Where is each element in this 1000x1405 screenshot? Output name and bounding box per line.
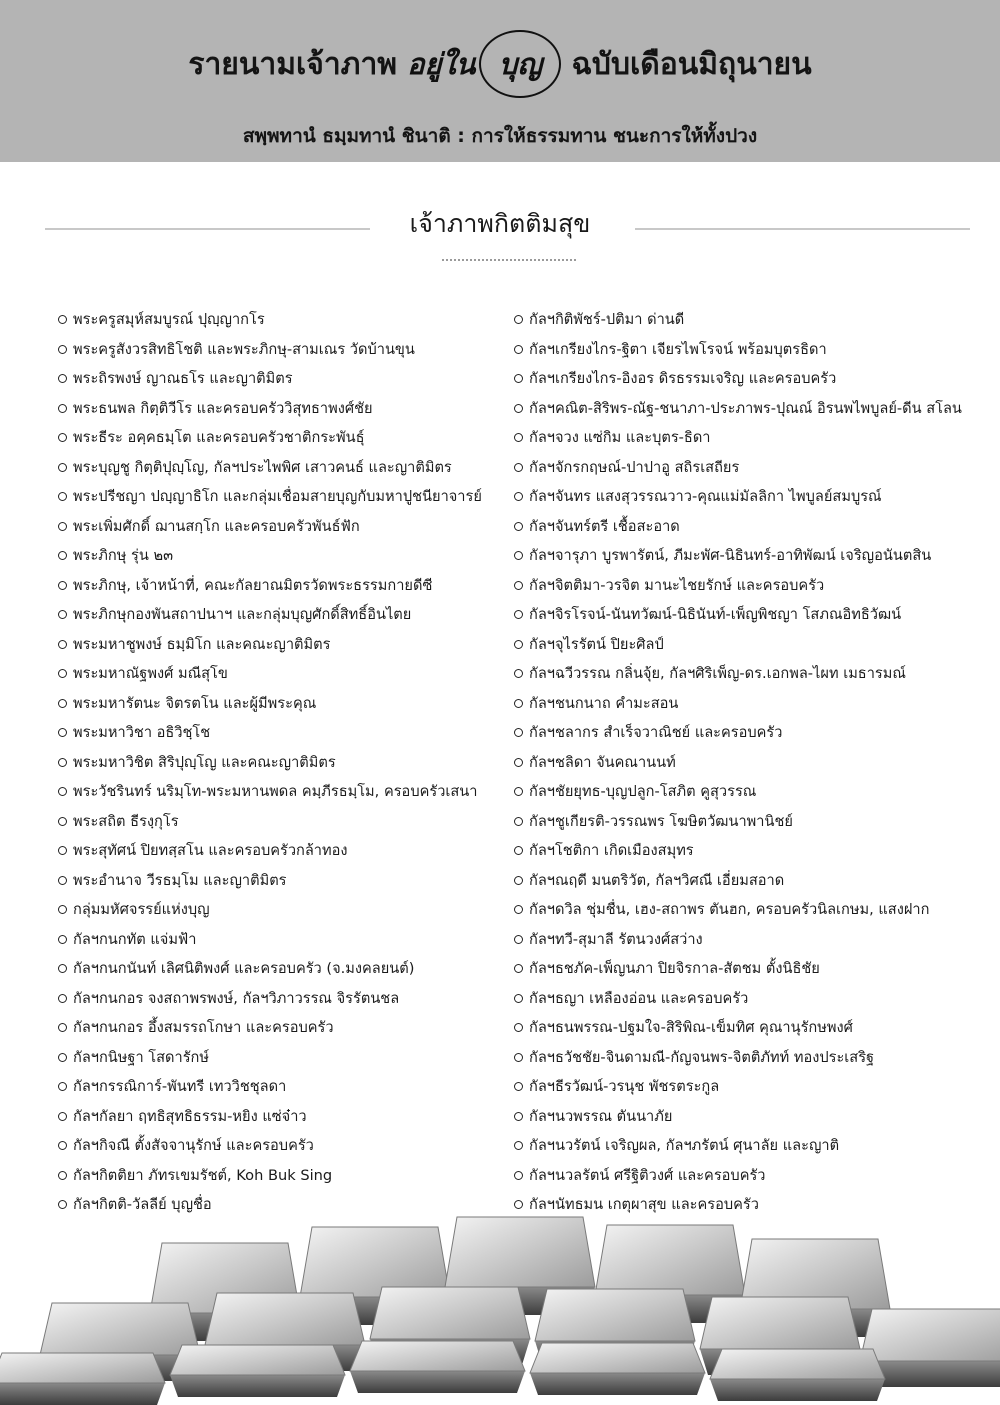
circle-bullet-icon — [514, 551, 523, 560]
circle-bullet-icon — [514, 640, 523, 649]
donor-name: กัลฯจิรโรจน์-นันทวัฒน์-นิธินันท์-เพ็ญพิชญา โสภณอิทธิวัฒน์ — [529, 606, 902, 623]
circle-bullet-icon — [58, 669, 67, 678]
donor-name: พระวัชรินทร์ นริมฺโท-พระมหานพดล คมฺภีรธมฺโม, ครอบครัวเสนา — [73, 783, 478, 800]
logo-ring — [479, 30, 561, 98]
circle-bullet-icon — [514, 787, 523, 796]
donor-list-item — [58, 1072, 508, 1102]
silver-bar — [710, 1349, 885, 1401]
circle-bullet-icon — [514, 374, 523, 383]
circle-bullet-icon — [514, 404, 523, 413]
circle-bullet-icon — [58, 905, 67, 914]
circle-bullet-icon — [58, 846, 67, 855]
donor-list-item — [514, 482, 984, 512]
circle-bullet-icon — [514, 1053, 523, 1062]
donor-name: กัลฯกัลยา ฤทธิสุทธิธรรม-หยิง แซ่จ๋าว — [73, 1107, 307, 1125]
donor-name: กัลฯคณิต-สิริพร-ณัฐ-ชนาภา-ประภาพร-ปุณณ์ อิรนพไพบูลย์-ดีน สโลน — [529, 399, 962, 417]
donor-name: กัลฯชลากร สำเร็จวาณิชย์ และครอบครัว — [529, 724, 783, 741]
donor-list-item — [514, 659, 984, 689]
donor-name: กัลฯชนกนาถ คำมะสอน — [529, 694, 679, 712]
donor-name: กัลฯจวง แซ่กิม และบุตร-ธิดา — [529, 429, 711, 446]
circle-bullet-icon — [514, 1171, 523, 1180]
donor-list-item — [514, 541, 984, 571]
circle-bullet-icon — [514, 964, 523, 973]
donor-name: พระบุญชู กิตฺติปุญฺโญ, กัลฯประไพพิศ เสาวคนธ์ และญาติมิตร — [73, 458, 452, 476]
donor-name: กัลฯเกรียงไกร-อิงอร ดิรธรรมเจริญ และครอบครัว — [529, 370, 837, 387]
donor-name: พระครูสมุห์สมบูรณ์ ปุญฺญากโร — [73, 311, 265, 328]
donor-name: กัลฯจันทร์ตรี เชื้อสะอาด — [529, 517, 680, 535]
donor-list-item — [58, 394, 508, 424]
donor-list-item — [58, 600, 508, 630]
donor-list-item — [58, 423, 508, 453]
donor-list-item — [514, 1161, 984, 1191]
donor-list-item — [58, 630, 508, 660]
silver-bar — [170, 1345, 345, 1397]
donor-name: กัลฯฉวีวรรณ กลิ่นจุ้ย, กัลฯศิริเพ็ญ-ดร.เอกพล-ไผท เมธารมณ์ — [529, 665, 906, 682]
donor-list-item — [514, 1102, 984, 1132]
circle-bullet-icon — [58, 433, 67, 442]
circle-bullet-icon — [58, 463, 67, 472]
donor-name: พระสถิต ธีรงฺกุโร — [73, 812, 179, 830]
donor-list-item — [514, 305, 984, 335]
donor-list-item — [58, 777, 508, 807]
donor-list-item — [58, 689, 508, 719]
circle-bullet-icon — [514, 699, 523, 708]
circle-bullet-icon — [514, 817, 523, 826]
donor-list-item — [58, 925, 508, 955]
donor-name: กัลฯจารุภา บูรพารัตน์, ภีมะพัศ-นิธินทร์-อาทิพัฒน์ เจริญอนันตสิน — [529, 547, 932, 564]
circle-bullet-icon — [514, 315, 523, 324]
left-name-list — [58, 305, 508, 1220]
donor-name: พระถิรพงษ์ ญาณธโร และญาติมิตร — [73, 370, 293, 387]
donor-list-item — [58, 1043, 508, 1073]
circle-bullet-icon — [58, 581, 67, 590]
circle-bullet-icon — [514, 846, 523, 855]
circle-bullet-icon — [514, 994, 523, 1003]
donor-list-item — [514, 1013, 984, 1043]
donor-name: กัลฯดวิล ชุ่มชื่น, เฮง-สถาพร ตันฮก, ครอบครัวนิลเกษม, แสงฝาก — [529, 901, 930, 918]
donor-list-item — [514, 1072, 984, 1102]
donor-name: กัลฯชูเกียรติ-วรรณพร โฆษิตวัฒนาพานิชย์ — [529, 812, 793, 830]
dotted-divider — [442, 259, 576, 261]
circle-bullet-icon — [514, 463, 523, 472]
section-title: เจ้าภาพกิตติมสุข — [409, 209, 591, 238]
circle-bullet-icon — [58, 640, 67, 649]
donor-name: กัลฯนวลรัตน์ ศรีฐิติวงศ์ และครอบครัว — [529, 1166, 766, 1184]
circle-bullet-icon — [514, 935, 523, 944]
donor-list-item — [514, 453, 984, 483]
donor-list-item — [514, 571, 984, 601]
donor-name: พระเพิ่มศักดิ์ ฌานสกฺโก และครอบครัวพันธ์ฟัก — [73, 517, 360, 535]
donor-list-item — [514, 748, 984, 778]
donor-name: กัลฯจุไรรัตน์ ปิยะศิลป์ — [529, 635, 664, 653]
circle-bullet-icon — [58, 1053, 67, 1062]
donor-list-item — [514, 394, 984, 424]
circle-bullet-icon — [514, 905, 523, 914]
donor-list-item — [58, 984, 508, 1014]
donor-list-item — [514, 423, 984, 453]
donor-name: กัลฯกิติพัชร์-ปติมา ด่านดี — [529, 311, 685, 328]
donor-name: กัลฯกนกทัต แจ่มฟ้า — [73, 930, 197, 948]
donor-list-item — [58, 364, 508, 394]
donor-list-item — [514, 1043, 984, 1073]
circle-bullet-icon — [58, 876, 67, 885]
donor-name: กัลฯนวรัตน์ เจริญผล, กัลฯภรัตน์ ศุนาลัย และญาติ — [529, 1137, 840, 1154]
donor-list-item — [514, 335, 984, 365]
logo-text-2: บุญ — [498, 47, 543, 81]
circle-bullet-icon — [58, 817, 67, 826]
donor-list-item — [58, 866, 508, 896]
donor-list-item — [514, 718, 984, 748]
donor-list-item — [514, 689, 984, 719]
donor-list-item — [514, 1131, 984, 1161]
circle-bullet-icon — [58, 551, 67, 560]
donor-list-item — [58, 807, 508, 837]
circle-bullet-icon — [514, 581, 523, 590]
title-right: ฉบับเดือนมิถุนายน — [571, 46, 812, 82]
donor-name: พระครูสังวรสิทธิโชติ และพระภิกษุ-สามเณร วัดบ้านขุน — [73, 340, 415, 358]
donor-name: พระมหาวิชิต สิริปุญฺโญ และคณะญาติมิตร — [73, 753, 336, 771]
donor-name: กัลฯจักรกฤษณ์-ปาปาอู สถิรเสถียร — [529, 458, 740, 476]
donor-name: กัลฯธญา เหลืองอ่อน และครอบครัว — [529, 989, 749, 1007]
donor-name: กัลฯนัทธมน เกตุผาสุข และครอบครัว — [529, 1196, 759, 1213]
donor-list-item — [514, 777, 984, 807]
silver-bar — [530, 1343, 705, 1395]
donor-name: กัลฯธชภัค-เพ็ญนภา ปิยจิรกาล-สัตชม ตั้งนิธิชัย — [529, 960, 820, 977]
donor-name: กัลฯกรรณิการ์-พันทรี เทววิชชุลดา — [73, 1078, 287, 1095]
donor-name: พระปรีชญา ปญฺญาธิโก และกลุ่มเชื่อมสายบุญกับมหาปูชนียาจารย์ — [73, 488, 482, 505]
donor-name: พระสุทัศน์ ปิยทสฺสโน และครอบครัวกล้าทอง — [73, 842, 348, 859]
donor-list-item — [514, 364, 984, 394]
silver-bar — [0, 1353, 165, 1405]
donor-name: กลุ่มมหัศจรรย์แห่งบุญ — [73, 901, 210, 918]
donor-name: กัลฯกนิษฐา โสดารักษ์ — [73, 1048, 210, 1066]
circle-bullet-icon — [58, 758, 67, 767]
donor-list-item — [58, 571, 508, 601]
donor-list-item — [58, 453, 508, 483]
circle-bullet-icon — [514, 610, 523, 619]
circle-bullet-icon — [58, 315, 67, 324]
donor-name: กัลฯชัยยุทธ-บุญปลูก-โสภิต คูสุวรรณ — [529, 783, 757, 800]
magazine-logo — [407, 30, 561, 98]
title-row — [0, 26, 1000, 102]
donor-name: กัลฯโชติกา เกิดเมืองสมุทร — [529, 842, 694, 859]
donor-name: กัลฯเกรียงไกร-ฐิตา เจียรไพโรจน์ พร้อมบุตรธิดา — [529, 340, 827, 358]
circle-bullet-icon — [58, 492, 67, 501]
donor-name: กัลฯกนกอร อึ้งสมรรถโกษา และครอบครัว — [73, 1019, 334, 1036]
donor-list-item — [514, 925, 984, 955]
right-name-list — [514, 305, 984, 1220]
donor-list-item — [514, 512, 984, 542]
circle-bullet-icon — [58, 994, 67, 1003]
circle-bullet-icon — [58, 1171, 67, 1180]
donor-name: กัลฯจิตติมา-วรจิต มานะไชยรักษ์ และครอบครัว — [529, 576, 825, 594]
donor-name: กัลฯกิจณี ตั้งสัจจานุรักษ์ และครอบครัว — [73, 1137, 314, 1154]
donor-name: กัลฯกิตติ-วัลลีย์ บุญชื่อ — [73, 1196, 212, 1213]
donor-name: กัลฯธวัชชัย-จินดามณี-กัญจนพร-จิตติภัทท์ ทองประเสริฐ — [529, 1048, 875, 1066]
silver-bar — [350, 1341, 525, 1393]
circle-bullet-icon — [514, 728, 523, 737]
title-left: รายนามเจ้าภาพ — [188, 46, 398, 82]
circle-bullet-icon — [58, 374, 67, 383]
circle-bullet-icon — [514, 345, 523, 354]
donor-name: กัลฯนวพรรณ ตันนาภัย — [529, 1107, 673, 1125]
donor-list-item — [58, 1102, 508, 1132]
donor-list-item — [58, 305, 508, 335]
donor-list-item — [514, 895, 984, 925]
donor-list-item — [514, 866, 984, 896]
circle-bullet-icon — [514, 876, 523, 885]
donor-list-item — [58, 482, 508, 512]
donor-name: พระธีระ อคฺคธมฺโต และครอบครัวชาติกระพันธุ์ — [73, 429, 365, 446]
donor-name: พระภิกษุ รุ่น ๒๓ — [73, 547, 174, 564]
donor-name: พระธนพล กิตฺติวีโร และครอบครัววิสุทธาพงศ์ชัย — [73, 399, 373, 417]
donor-name: กัลฯกนกนันท์ เลิศนิติพงศ์ และครอบครัว (จ.มงคลยนต์) — [73, 960, 415, 977]
donor-name: กัลฯจันทร แสงสุวรรณวาว-คุณแม่มัลลิกา ไพบูลย์สมบูรณ์ — [529, 488, 882, 505]
donor-list-item — [58, 659, 508, 689]
donor-list-item — [58, 1161, 508, 1191]
header-banner — [0, 0, 1000, 162]
circle-bullet-icon — [58, 1023, 67, 1032]
donor-list-item — [514, 807, 984, 837]
circle-bullet-icon — [58, 345, 67, 354]
donor-list-item — [514, 630, 984, 660]
donor-name: กัลฯกิตติยา ภัทรเขมรัชต์, Koh Buk Sing — [73, 1166, 333, 1184]
donor-name: กัลฯกนกอร จงสถาพรพงษ์, กัลฯวิภาวรรณ จิรรัตนชล — [73, 989, 400, 1007]
circle-bullet-icon — [58, 964, 67, 973]
donor-list-item — [58, 512, 508, 542]
circle-bullet-icon — [58, 1141, 67, 1150]
donor-list-item — [58, 748, 508, 778]
donor-list-item — [514, 600, 984, 630]
circle-bullet-icon — [58, 787, 67, 796]
donor-list-item — [514, 984, 984, 1014]
donor-name: พระมหาชูพงษ์ ธมฺมิโก และคณะญาติมิตร — [73, 635, 331, 653]
donor-name: พระอำนาจ วีรธมฺโม และญาติมิตร — [73, 871, 287, 889]
donor-list-item — [58, 1131, 508, 1161]
circle-bullet-icon — [58, 522, 67, 531]
circle-bullet-icon — [58, 1112, 67, 1121]
circle-bullet-icon — [58, 728, 67, 737]
donor-name: กัลฯทวี-สุมาลี รัตนวงศ์สว่าง — [529, 930, 703, 948]
donor-list-item — [58, 836, 508, 866]
circle-bullet-icon — [514, 669, 523, 678]
donor-name: กัลฯณฤดี มนตริวัต, กัลฯวิศณี เอี่ยมสอาด — [529, 871, 785, 889]
circle-bullet-icon — [58, 699, 67, 708]
circle-bullet-icon — [58, 1082, 67, 1091]
circle-bullet-icon — [514, 1023, 523, 1032]
donor-list-item — [514, 954, 984, 984]
donor-list-item — [58, 541, 508, 571]
subtitle: สพฺพทานํ ธมฺมทานํ ชินาติ : การให้ธรรมทาน ชนะการให้ทั้งปวง — [242, 125, 758, 147]
donor-name: กัลฯชลิดา จันคณานนท์ — [529, 753, 676, 771]
donor-name: พระภิกษุกองพันสถาปนาฯ และกลุ่มบุญศักดิ์สิทธิ์อินไตย — [73, 606, 412, 623]
circle-bullet-icon — [514, 758, 523, 767]
circle-bullet-icon — [514, 522, 523, 531]
donor-name: พระมหาวิชา อธิวิชฺโช — [73, 724, 211, 741]
donor-name: กัลฯธีรวัฒน์-วรนุช พัชรตระกูล — [529, 1078, 720, 1095]
circle-bullet-icon — [514, 433, 523, 442]
donor-list-item — [58, 954, 508, 984]
donor-name: พระมหาณัฐพงศ์ มณีสุโข — [73, 665, 228, 682]
circle-bullet-icon — [514, 1141, 523, 1150]
donor-name: พระมหารัตนะ จิตรตโน และผู้มีพระคุณ — [73, 694, 317, 712]
donor-list-item — [58, 1013, 508, 1043]
donor-list-item — [58, 335, 508, 365]
silver-bars-illustration — [0, 1205, 1000, 1405]
circle-bullet-icon — [58, 610, 67, 619]
donor-list-item — [514, 836, 984, 866]
circle-bullet-icon — [58, 935, 67, 944]
circle-bullet-icon — [58, 404, 67, 413]
donor-name: กัลฯธนพรรณ-ปฐมใจ-สิริพิณ-เข็มทิศ คุณานุรักษพงศ์ — [529, 1019, 853, 1036]
circle-bullet-icon — [514, 1112, 523, 1121]
circle-bullet-icon — [514, 1082, 523, 1091]
donor-name: พระภิกษุ, เจ้าหน้าที่, คณะกัลยาณมิตรวัดพระธรรมกายดีซี — [73, 576, 433, 594]
donor-list-item — [58, 895, 508, 925]
circle-bullet-icon — [514, 492, 523, 501]
donor-list-item — [58, 718, 508, 748]
logo-text-1: อยู่ใน — [407, 47, 476, 81]
